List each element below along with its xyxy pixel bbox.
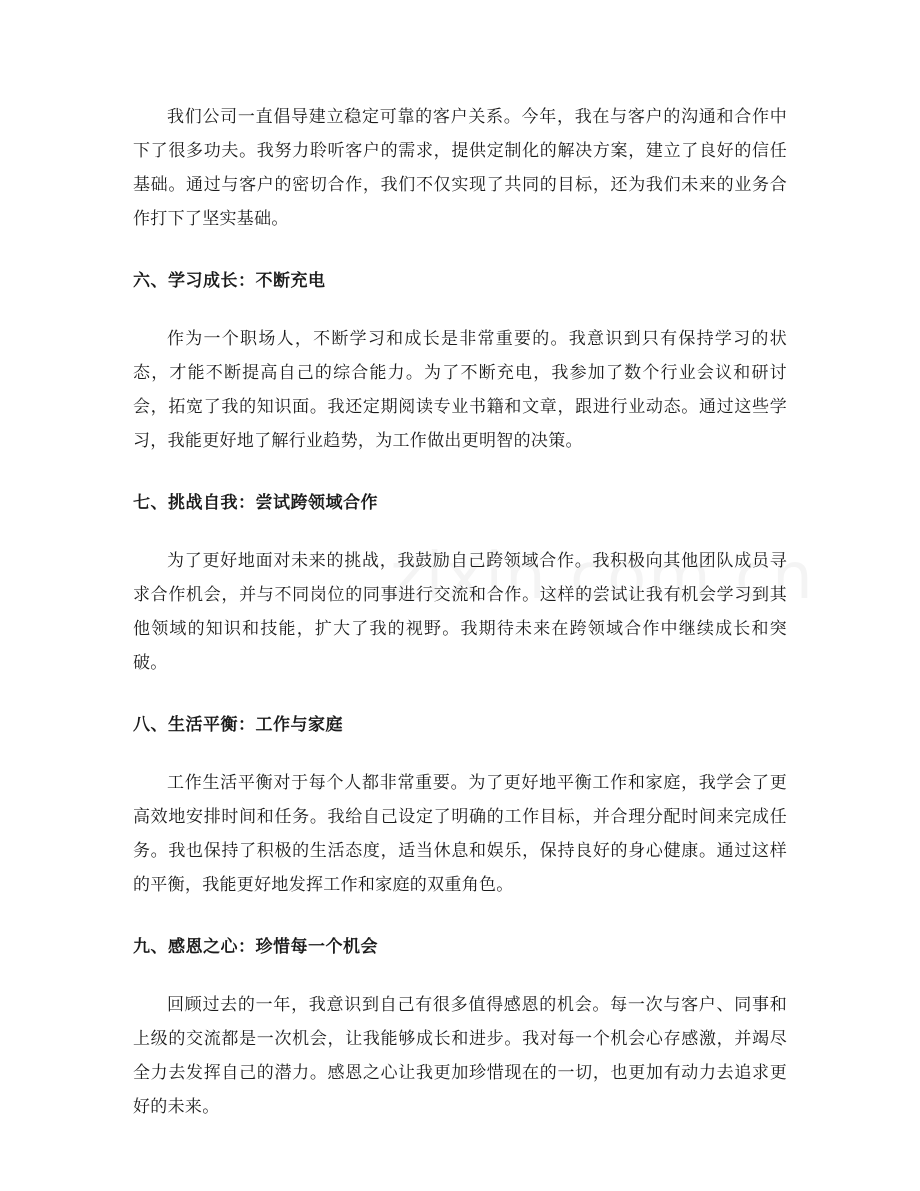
section-paragraph-9: 回顾过去的一年，我意识到自己有很多值得感恩的机会。每一次与客户、同事和上级的交流都是一次机会，让我能够成长和进步。我对每一个机会心存感激，并竭尽全力去发挥自己的潜力。感恩之心让我更加珍惜现在的一切，也更加有动力去追求更好的未来。 [133,995,787,1117]
section-heading-8: 八、生活平衡：工作与家庭 [133,715,343,735]
section-paragraph-6: 作为一个职场人，不断学习和成长是非常重要的。我意识到只有保持学习的状态，才能不断提高自己的综合能力。为了不断充电，我参加了数个行业会议和研讨会，拓宽了我的知识面。我还定期阅读专业书籍和文章，跟进行业动态。通过这些学习，我能更好地了解行业趋势，为工作做出更明智的决策。 [133,329,787,451]
section-paragraph-8: 工作生活平衡对于每个人都非常重要。为了更好地平衡工作和家庭，我学会了更高效地安排时间和任务。我给自己设定了明确的工作目标，并合理分配时间来完成任务。我也保持了积极的生活态度，适当休息和娱乐，保持良好的身心健康。通过这样的平衡，我能更好地发挥工作和家庭的双重角色。 [133,773,787,895]
document-body [133,100,787,1124]
section-paragraph-7: 为了更好地面对未来的挑战，我鼓励自己跨领域合作。我积极向其他团队成员寻求合作机会，并与不同岗位的同事进行交流和合作。这样的尝试让我有机会学习到其他领域的知识和技能，扩大了我的视野。我期待未来在跨领域合作中继续成长和突破。 [133,551,787,673]
section-heading-9: 九、感恩之心：珍惜每一个机会 [133,937,378,957]
intro-paragraph: 我们公司一直倡导建立稳定可靠的客户关系。今年，我在与客户的沟通和合作中下了很多功夫。我努力聆听客户的需求，提供定制化的解决方案，建立了良好的信任基础。通过与客户的密切合作，我们不仅实现了共同的目标，还为我们未来的业务合作打下了坚实基础。 [133,107,787,229]
section-heading-7: 七、挑战自我：尝试跨领域合作 [133,493,378,513]
section-heading-6: 六、学习成长：不断充电 [133,271,326,291]
